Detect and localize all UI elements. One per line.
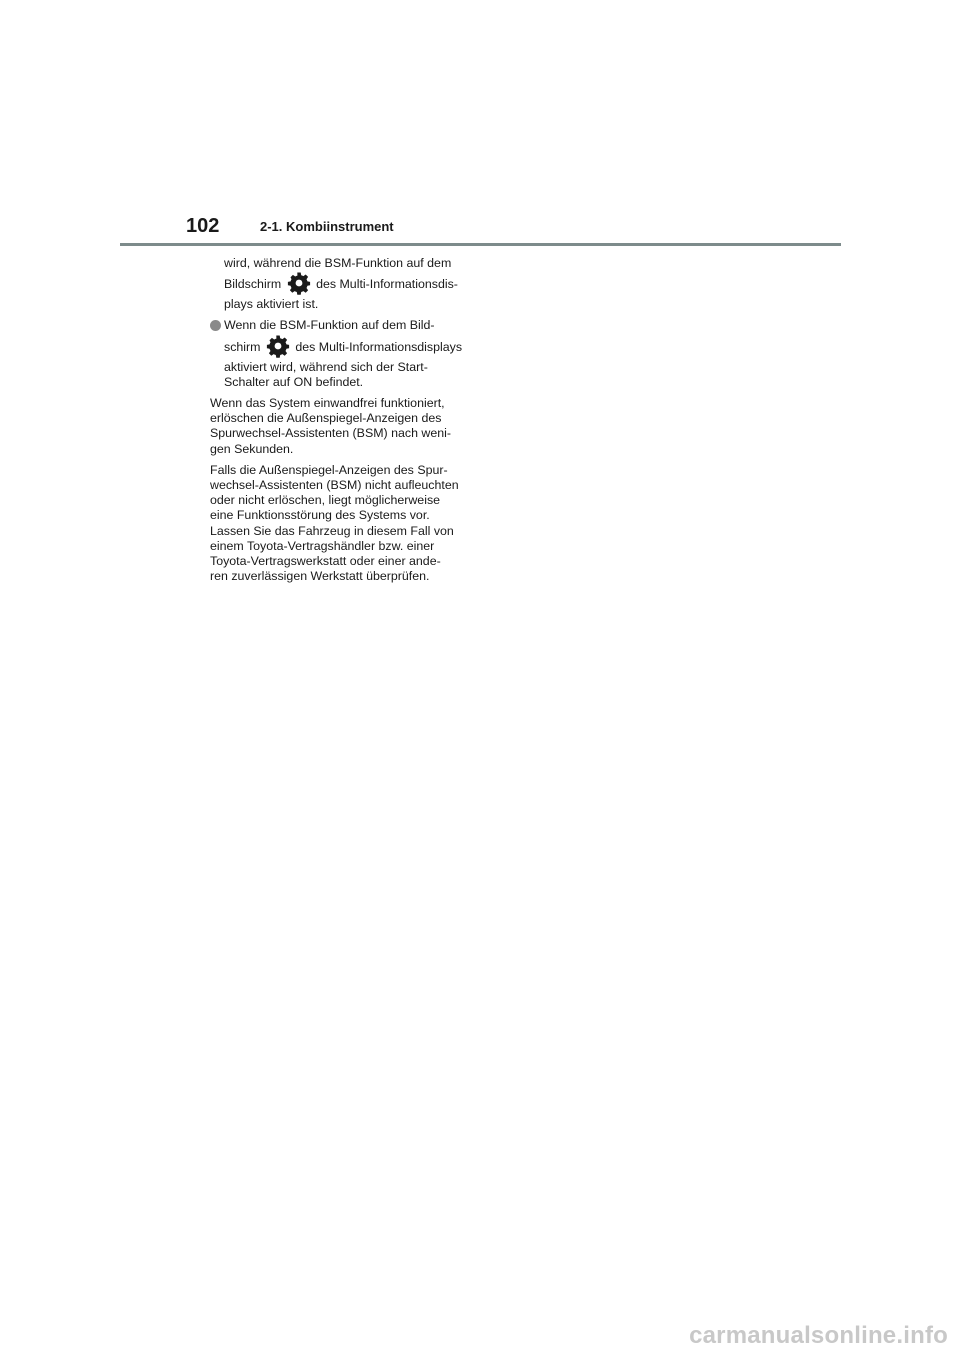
text-line: gen Sekunden.	[210, 441, 294, 456]
text-line: Wenn die BSM-Funktion auf dem Bild-	[224, 318, 435, 333]
text-line: eine Funktionsstörung des Systems vor.	[210, 508, 430, 523]
text-fragment: schirm	[224, 339, 261, 354]
text-fragment: des Multi-Informationsdis-	[316, 277, 458, 292]
text-line	[224, 271, 472, 297]
header-divider	[120, 243, 841, 246]
gear-icon	[287, 271, 311, 295]
text-line: Lassen Sie das Fahrzeug in diesem Fall von	[210, 523, 454, 538]
text-line: Spurwechsel-Assistenten (BSM) nach weni-	[210, 426, 452, 441]
section-title: 2-1. Kombiinstrument	[260, 219, 394, 234]
page-body	[210, 256, 472, 584]
text-line: plays aktiviert ist.	[224, 297, 319, 312]
paragraph-normal-function	[210, 396, 472, 457]
text-line: aktiviert wird, während sich der Start-	[224, 359, 428, 374]
text-line: Falls die Außenspiegel-Anzeigen des Spur-	[210, 462, 448, 477]
text-line: erlöschen die Außenspiegel-Anzeigen des	[210, 411, 442, 426]
text-line: ren zuverlässigen Werkstatt überprüfen.	[210, 569, 430, 584]
text-line: Schalter auf ON befindet.	[224, 374, 364, 389]
text-line: oder nicht erlöschen, liegt möglicherweise	[210, 493, 441, 508]
bullet-item	[210, 318, 472, 390]
text-line: wechsel-Assistenten (BSM) nicht aufleuchten	[210, 478, 459, 493]
bullet-dot-icon	[210, 320, 221, 331]
text-fragment: Bildschirm	[224, 277, 282, 292]
text-line: Wenn das System einwandfrei funktioniert,	[210, 396, 445, 411]
text-line: einem Toyota-Vertragshändler bzw. einer	[210, 538, 435, 553]
text-line	[224, 334, 472, 360]
text-line: Toyota-Vertragswerkstatt oder einer ande-	[210, 554, 441, 569]
continued-item	[210, 256, 472, 312]
text-line: wird, während die BSM-Funktion auf dem	[224, 256, 452, 270]
text-fragment: des Multi-Informationsdisplays	[295, 339, 463, 354]
watermark: carmanualsonline.info	[689, 1322, 948, 1349]
page-number: 102	[186, 215, 220, 237]
paragraph-malfunction	[210, 463, 472, 585]
gear-icon	[266, 334, 290, 358]
